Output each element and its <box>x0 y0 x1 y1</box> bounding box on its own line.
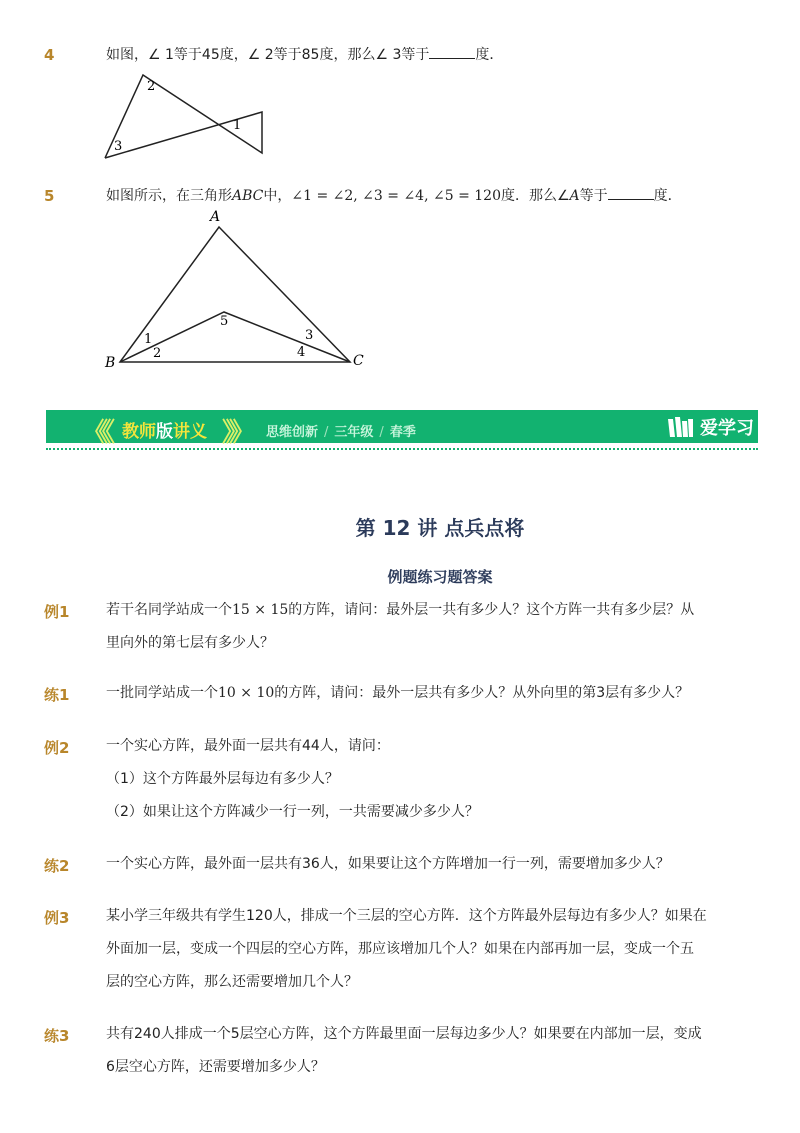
problem-text-part: 的方阵，请问：最外层一共有多少人？这个方阵一共有多少层？从 <box>288 602 695 618</box>
separator: / <box>379 425 384 440</box>
angle-label: 5 <box>220 314 229 329</box>
separator: / <box>324 425 329 440</box>
problem-text-line: 外面加一层，变成一个四层的空心方阵，那应该增加几个人？如果在内部再加一层，变成一个五 <box>106 941 694 957</box>
angle-label: 2 <box>147 79 156 94</box>
question-text-part: 中， <box>263 188 292 204</box>
problem-text-line: （2）如果让这个方阵减少一行一列，一共需要减少多少人？ <box>106 804 479 820</box>
angle-label: 2 <box>153 346 162 361</box>
vertex-label: A <box>210 209 221 225</box>
problem-text-line: 6层空心方阵，还需要增加多少人？ <box>106 1059 325 1075</box>
angle-label: 3 <box>114 139 123 154</box>
question-text-part: 度．那么∠ <box>500 188 570 204</box>
problem-text <box>106 900 707 999</box>
problem-text <box>106 730 479 829</box>
problem-text-part: 若干名同学站成一个 <box>106 602 232 618</box>
chevrons-left: 《《 <box>82 418 110 448</box>
problem-text-part: 的方阵，请问：最外一层共有多少人？从外向里的第3层有多少人？ <box>274 685 690 701</box>
triangle-name: ABC <box>232 188 264 204</box>
math-expression: 15 × 15 <box>232 602 289 618</box>
math-expression: 10 × 10 <box>218 685 275 701</box>
problem-text-line: 一个实心方阵，最外面一层共有44人，请问： <box>106 738 390 754</box>
problem-label: 例2 <box>44 739 70 757</box>
banner-title <box>122 417 207 442</box>
question-text-part: 度． <box>475 47 504 63</box>
answer-blank <box>429 45 475 59</box>
header-banner <box>46 410 758 448</box>
question-number: 4 <box>44 46 55 64</box>
angle-label: 1 <box>233 118 242 133</box>
problem-text-line: 层的空心方阵，那么还需要增加几个人？ <box>106 974 358 990</box>
question-text-part: 如图，∠ 1等于45度，∠ 2等于85度，那么∠ 3等于 <box>106 47 430 63</box>
vertex-label: C <box>353 353 364 369</box>
banner-subtitle <box>266 421 416 440</box>
logo-icon <box>666 415 694 439</box>
question-text <box>106 39 503 72</box>
problem-text <box>106 594 694 660</box>
angle-label: 4 <box>297 345 306 360</box>
problem-label: 练1 <box>44 686 70 704</box>
banner-season: 春季 <box>389 425 416 440</box>
problem-text-line: （1）这个方阵最外层每边有多少人？ <box>106 771 339 787</box>
problem-label: 例1 <box>44 603 70 621</box>
question-number: 5 <box>44 187 55 205</box>
figure-triangle-abc <box>100 205 380 377</box>
triangle-abc <box>120 227 350 362</box>
lecture-title: 第 12 讲 点兵点将 <box>355 516 525 540</box>
section-title: 例题练习题答案 <box>387 568 493 586</box>
answer-blank <box>608 186 654 200</box>
logo-text: 爱学习 <box>700 418 754 439</box>
banner-title-part: 讲义 <box>173 422 207 442</box>
angle-label: 1 <box>144 332 153 347</box>
question-text-part: 如图所示，在三角形 <box>106 188 232 204</box>
problem-text-line: 一个实心方阵，最外面一层共有36人，如果要让这个方阵增加一行一列，需要增加多少人？ <box>106 856 670 872</box>
angle-label: 3 <box>305 328 314 343</box>
problem-text <box>106 1018 702 1084</box>
problem-text-line: 某小学三年级共有学生120人，排成一个三层的空心方阵．这个方阵最外层每边有多少人？如果在 <box>106 908 707 924</box>
figure-lines <box>105 75 262 158</box>
question-text-part: 度． <box>653 188 682 204</box>
banner-title-part: 教师 <box>122 422 156 442</box>
banner-divider <box>46 448 758 450</box>
vertex-label: B <box>105 355 116 371</box>
problem-text-line: 共有240人排成一个5层空心方阵，这个方阵最里面一层每边多少人？如果要在内部加一层，变成 <box>106 1026 702 1042</box>
problem-label: 练3 <box>44 1027 70 1045</box>
problem-label: 练2 <box>44 857 70 875</box>
banner-title-part: 版 <box>156 422 173 442</box>
problem-text <box>106 848 670 881</box>
problem-label: 例3 <box>44 909 70 927</box>
question-text-part: 等于 <box>579 188 608 204</box>
problem-text <box>106 677 689 710</box>
problem-text-line: 里向外的第七层有多少人？ <box>106 635 274 651</box>
brand-logo <box>666 414 754 440</box>
math-expression: ∠1 = ∠2, ∠3 = ∠4, ∠5 = 120 <box>291 188 501 204</box>
figure-crossed-triangles <box>100 70 275 165</box>
banner-grade: 三年级 <box>334 425 374 440</box>
chevrons-right: 》》 <box>222 418 250 448</box>
angle-name: A <box>569 188 580 204</box>
problem-text-part: 一批同学站成一个 <box>106 685 218 701</box>
banner-subject: 思维创新 <box>266 425 319 440</box>
